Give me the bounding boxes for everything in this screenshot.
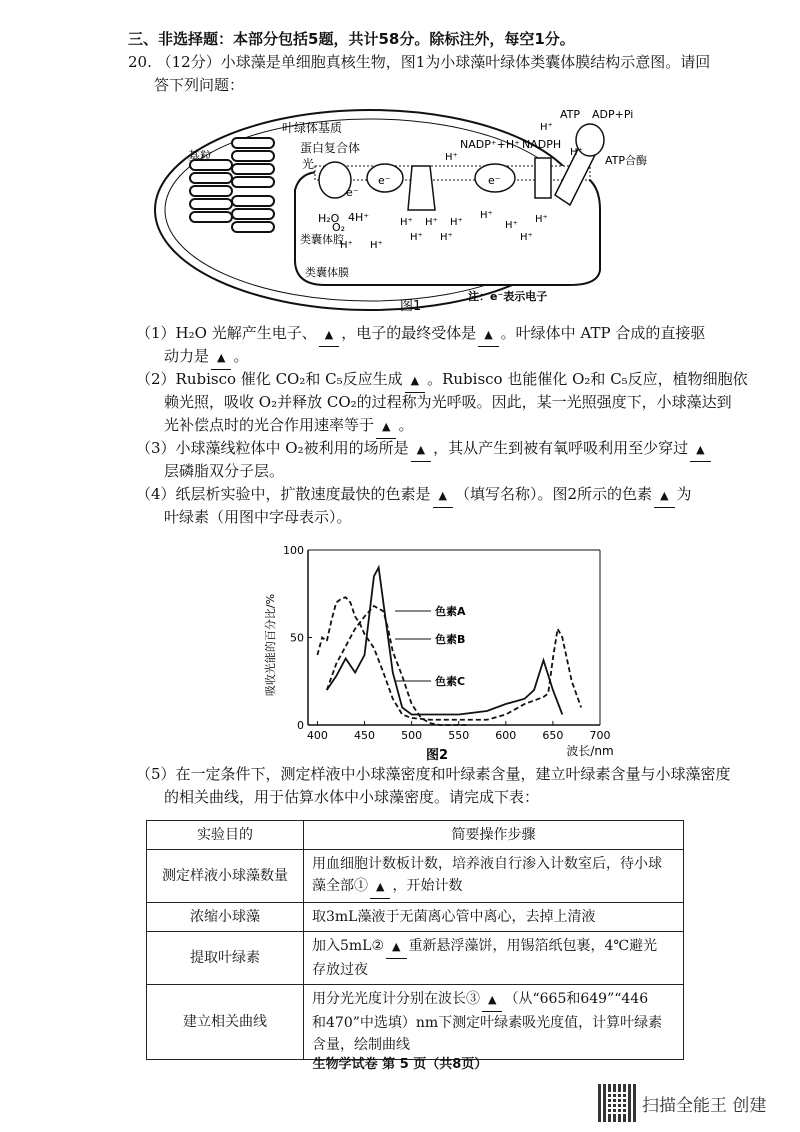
- sub4-text-b: （填写名称）。图2所示的色素: [455, 485, 653, 503]
- label-water: H₂O: [318, 212, 340, 225]
- x-tick-label: 500: [401, 729, 423, 742]
- answer-blank-1a[interactable]: ▲: [319, 322, 339, 347]
- scanner-watermark: [598, 1084, 766, 1122]
- step-text: 和470”中选填）nm下测定叶绿素吸光度值，计算叶绿素: [312, 1015, 663, 1031]
- step-text: 存放过夜: [312, 962, 368, 978]
- proton-label: H⁺: [520, 232, 533, 243]
- figure1-caption: 图1: [400, 299, 422, 314]
- table-cell-steps: [304, 850, 684, 903]
- table-cell-purpose: 建立相关曲线: [147, 985, 304, 1060]
- label-electron-1: e⁻: [346, 186, 359, 199]
- proton-label: H⁺: [535, 214, 548, 225]
- label-atp: ATP: [560, 108, 581, 121]
- x-tick-label: 450: [354, 729, 376, 742]
- x-tick-label: 650: [542, 729, 564, 742]
- question-intro-2: 答下列问题：: [154, 76, 245, 94]
- qr-code-icon: [598, 1084, 636, 1122]
- x-tick-label: 400: [306, 729, 328, 742]
- label-protein-complex: 蛋白复合体: [300, 141, 361, 155]
- proton-label: H⁺: [440, 232, 453, 243]
- table-cell-purpose: 测定样液小球藻数量: [147, 850, 304, 903]
- answer-blank-table-3[interactable]: ▲: [482, 988, 502, 1012]
- x-tick-label: 600: [495, 729, 517, 742]
- sub2-text-b: 。Rubisco 也能催化 O₂和 C₅反应，植物细胞依: [427, 370, 748, 388]
- label-nadph: NADPH: [522, 138, 562, 151]
- sub-question-2-cont: 赖光照，吸收 O₂并释放 CO₂的过程称为光呼吸。因此，某一光照强度下，小球藻达到: [164, 393, 732, 411]
- step-text: 藻全部①: [312, 878, 368, 894]
- answer-blank-table-2[interactable]: ▲: [386, 935, 406, 959]
- proton-label: H⁺: [450, 217, 463, 228]
- figure1-note: 注：e⁻表示电子: [468, 290, 548, 303]
- table-cell-steps: 取3mL藻液于无菌离心管中离心，去掉上清液: [304, 903, 684, 932]
- proton-label: H⁺: [570, 147, 583, 158]
- label-four-h: 4H⁺: [348, 211, 370, 224]
- sub-question-5: （5）在一定条件下，测定样液中小球藻密度和叶绿素含量，建立叶绿素含量与小球藻密度: [136, 765, 731, 783]
- y-tick-label: 100: [283, 544, 304, 557]
- sub-question-4: [136, 483, 692, 508]
- sub-question-1-cont: [164, 345, 249, 370]
- table-cell-steps: [304, 932, 684, 985]
- chart-series: [317, 568, 581, 726]
- label-light: 光: [302, 157, 315, 171]
- chart-xlabel: 波长/nm: [566, 744, 614, 758]
- sub-question-2: [136, 368, 748, 393]
- legend-label: 色素A: [435, 605, 466, 618]
- watermark-text: 扫描全能王 创建: [642, 1095, 767, 1116]
- table-cell-purpose: 提取叶绿素: [147, 932, 304, 985]
- sub2-text-e: 。: [398, 416, 414, 434]
- sub-question-3: [136, 437, 713, 462]
- answer-blank-4a[interactable]: ▲: [433, 483, 453, 508]
- label-membrane: 类囊体膜: [305, 266, 349, 279]
- sub1-text-b: ，电子的最终受体是: [341, 324, 477, 342]
- sub4-text-c: 为: [676, 485, 692, 503]
- step-text: 含量，绘制曲线: [312, 1037, 410, 1053]
- step-text: 用分光光度计分别在波长③: [312, 991, 480, 1007]
- answer-blank-2a[interactable]: ▲: [405, 368, 425, 393]
- proton-label: H⁺: [370, 240, 383, 251]
- table-row: [147, 932, 684, 985]
- experiment-table: [146, 820, 684, 1060]
- step-text: ，开始计数: [392, 878, 463, 894]
- table-cell-steps: [304, 985, 684, 1060]
- label-electron-3: e⁻: [488, 174, 501, 187]
- proton-label: H⁺: [480, 210, 493, 221]
- y-tick-label: 50: [290, 631, 304, 645]
- table-row: [147, 985, 684, 1060]
- sub4-text-a: （4）纸层析实验中，扩散速度最快的色素是: [136, 485, 431, 503]
- figure1-diagram: [150, 100, 670, 320]
- step-text: 用血细胞计数板计数，培养液自行渗入计数室后，待小球: [312, 856, 662, 872]
- step-text: （从“665和649”“446: [504, 991, 649, 1007]
- answer-blank-1c[interactable]: ▲: [211, 345, 231, 370]
- table-cell-purpose: 浓缩小球藻: [147, 903, 304, 932]
- sub2-text-d: 光补偿点时的光合作用速率等于: [164, 416, 375, 434]
- x-tick-label: 550: [448, 729, 470, 742]
- label-synthase: ATP合酶: [605, 154, 648, 167]
- answer-blank-3a[interactable]: ▲: [411, 437, 431, 462]
- table-header-steps: 简要操作步骤: [304, 821, 684, 850]
- sub-question-4-cont: 叶绿素（用图中字母表示）。: [164, 508, 352, 526]
- sub2-text-a: （2）Rubisco 催化 CO₂和 C₅反应生成: [136, 370, 403, 388]
- label-oxygen: O₂: [332, 221, 346, 234]
- proton-label: H⁺: [445, 152, 458, 163]
- proton-label: H⁺: [425, 217, 438, 228]
- sub1-text-c: 。叶绿体中 ATP 合成的直接驱: [500, 324, 706, 342]
- chart-ylabel: 吸收光能的百分比/%: [264, 593, 277, 697]
- table-header-purpose: 实验目的: [147, 821, 304, 850]
- label-nadp: NADP⁺+H⁺: [460, 138, 520, 151]
- answer-blank-table-1[interactable]: ▲: [370, 875, 390, 899]
- chart-legend: [395, 604, 466, 688]
- answer-blank-2b[interactable]: ▲: [376, 414, 396, 439]
- proton-label: H⁺: [400, 217, 413, 228]
- label-lumen: 类囊体腔: [300, 233, 344, 246]
- figure2-chart: [260, 535, 620, 765]
- sub1-text-a: （1）H₂O 光解产生电子、: [136, 324, 317, 342]
- table-header-row: [147, 821, 684, 850]
- sub3-text-a: （3）小球藻线粒体中 O₂被利用的场所是: [136, 439, 409, 457]
- sub-question-3-cont: 层磷脂双分子层。: [164, 462, 285, 480]
- x-tick-label: 700: [589, 729, 611, 742]
- sub1-text-d: 动力是: [164, 347, 210, 365]
- sub-question-1: [136, 322, 705, 347]
- step-text: 加入5mL②: [312, 938, 385, 954]
- sub-question-2-cont2: [164, 414, 414, 439]
- chart-title: 图2: [425, 748, 449, 763]
- label-granum: 基粒: [188, 149, 213, 163]
- label-adp: ADP+Pi: [592, 108, 634, 121]
- proton-label: H⁺: [410, 232, 423, 243]
- legend-label: 色素C: [435, 675, 466, 688]
- label-stroma: 叶绿体基质: [282, 121, 343, 135]
- question-intro-1: [128, 51, 710, 73]
- proton-label: H⁺: [340, 240, 353, 251]
- label-electron-2: e⁻: [378, 174, 391, 187]
- question-text: （12分）小球藻是单细胞真核生物，图1为小球藻叶绿体类囊体膜结构示意图。请回: [156, 53, 711, 71]
- page-footer: 生物学试卷 第 5 页（共8页）: [312, 1057, 488, 1072]
- sub3-text-b: ，其从产生到被有氧呼吸利用至少穿过: [433, 439, 689, 457]
- proton-label: H⁺: [540, 122, 553, 133]
- answer-blank-3b[interactable]: ▲: [690, 437, 710, 462]
- section-header: 三、非选择题：本部分包括5题，共计58分。除标注外，每空1分。: [128, 30, 575, 48]
- sub1-text-e: 。: [233, 347, 249, 365]
- proton-label: H⁺: [505, 220, 518, 231]
- y-tick-label: 0: [297, 719, 304, 732]
- step-text: 重新悬浮藻饼，用锡箔纸包裹，4℃避光: [408, 938, 658, 954]
- sub-question-5-cont: 的相关曲线，用于估算水体中小球藻密度。请完成下表：: [164, 788, 540, 806]
- table-row: [147, 850, 684, 903]
- question-number: 20.: [128, 53, 152, 71]
- table-row: [147, 903, 684, 932]
- legend-label: 色素B: [435, 633, 466, 646]
- answer-blank-4b[interactable]: ▲: [654, 483, 674, 508]
- answer-blank-1b[interactable]: ▲: [478, 322, 498, 347]
